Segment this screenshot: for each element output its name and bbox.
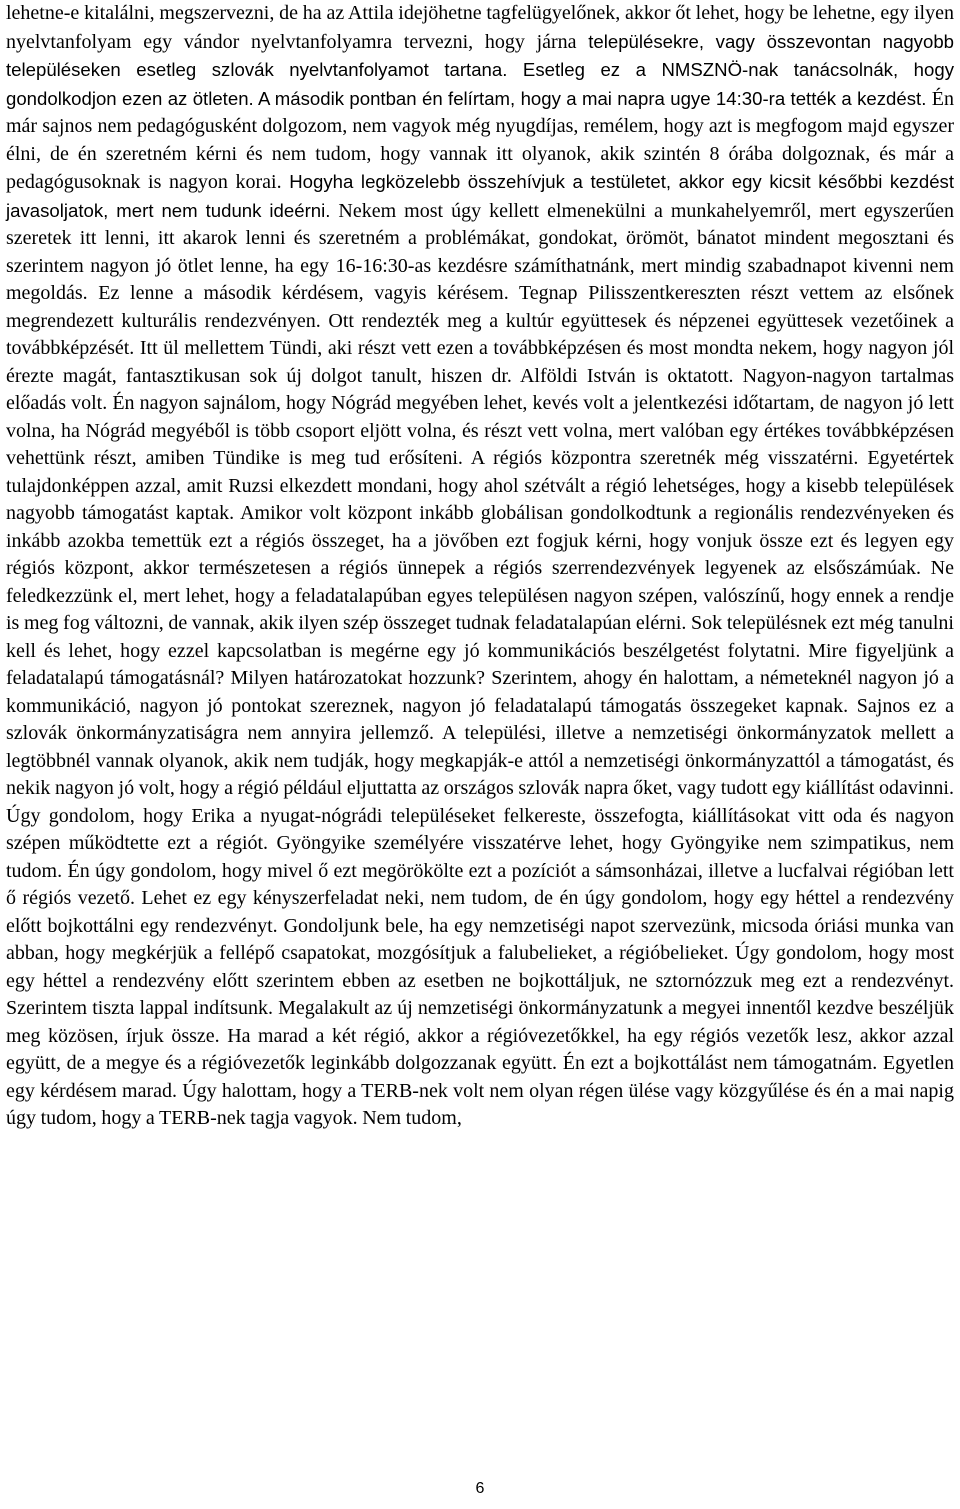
page-number: 6 [475,1480,485,1497]
text-segment: Én már sajnos nem pedagógusként dolgozom, nem vagyok még nyugdíjas, remélem, hogy azt is megfogom majd egyszer élni, de én szeretném kérni és nem tudom, hogy vannak itt olyanok, akik szintén 8 órába dolgoznak, és már a pedagógusoknak is nagyon korai. [6,87,954,193]
text-segment: településekre, vagy összevontan nagyobb településeken esetleg szlovák nyelvtanfolyamot tartana. Esetleg ez a NMSZNÖ-nak tanácsolnák, hogy gondolkodjon ezen az ötleten. A második pontban én felírtam, hogy a mai napra ugye 14:30-ra tették a kezdést. [6,30,955,109]
body-paragraph [6,0,954,1133]
text-segment: lehetne-e kitalálni, megszervezni, de ha az Attila idejöhetne tagfelügyelőnek, akkor őt lehet, hogy be lehetne, egy ilyen nyelvtanfolyam egy vándor nyelvtanfolyamra tervezni, hogy járna [6,2,954,53]
text-segment: Nekem most úgy kellett elmenekülni a munkahelyemről, mert egyszerűen szeretek itt lenni, itt akarok lenni és szeretném a problémákat, gondokat, örömöt, bánatot mindent megosztani és szerintem nagyon jó ötlet lenne, ha egy 16-16:30-as kezdésre számíthatnánk, mert mindig szabadnapot kivenni nem megoldás. Ez lenne a második kérdésem, vagyis kérésem. Tegnap Pilisszentkereszten részt vettem az elsőnek megrendezett kulturális rendezvényen. Ott rendezték meg a kultúr együttesek és népzenei együttesek vezetőinek a továbbképzését. Itt ül mellettem Tündi, aki részt vett ezen a továbbképzésen és most mondta nekem, hogy nagyon jól érezte magát, fantasztikusan sok új dolgot tanult, hiszen dr. Alföldi István is oktatott. Nagyon-nagyon tartalmas előadás volt. Én nagyon sajnálom, hogy Nógrád megyében lehet, kevés volt a jelentkezési időtartam, de nagyon jó lett volna, ha Nógrád megyéből is több csoport eljött volna, és részt vett volna, mert valóban egy értékes továbbképzésen vehettünk részt, amiben Tündike is meg tud erősíteni. A régiós központra szeretnék még visszatérni. Egyetértek tulajdonképpen azzal, amit Ruzsi elkezdett mondani, hogy ahol szétvált a régió lehetséges, hogy a kisebb települések nagyobb támogatást kaptak. Amikor volt központ inkább globálisan gondolkodtunk a regionális rendezvényeken és inkább azokba temettük ezt a régiós összeget, ha a jövőben ezt fogjuk kérni, hogy vonjuk össze ezt és legyen egy régiós központ, akkor természetesen a régiós ünnepek a régiós szerrendezvények legyenek az elsőszámúak. Ne feledkezzünk el, mert lehet, hogy a feladatalapúban egyes településen nagyon szépen, valószínű, hogy ennek a rendje is meg fog változni, de vannak, akik ilyen szép összeget tudnak feladatalapúan elérni. Sok településnek ezt még tanulni kell és lehet, hogy ezzel kapcsolatban is megérne egy jó kommunikációs beszélgetést folytatni. Mire figyeljünk a feladatalapú támogatásnál? Milyen határozatokat hozzunk? Szerintem, ahogy én halottam, a németeknél nagyon jó a kommunikáció, nagyon jó pontokat szereznek, nagyon jó feladatalapú támogatás összegeket kapnak. Sajnos ez a szlovák önkormányzatiságra nem annyira jellemző. A települési, illetve a nemzetiségi önkormányzatok mellett a legtöbbnél vannak olyanok, akik nem tudják, hogy megkapják-e attól a nemzetiségi önkormányzattól a támogatást, és nekik nagyon jó volt, hogy a régió például eljuttatta az országos szlovák napra őket, vagy tudott egy kiállítást odavinni. Úgy gondolom, hogy Erika a nyugat-nógrádi településeket felkereste, összefogta, kiállításokat vitt oda és nagyon szépen működtette ezt a régiót. Gyöngyike személyére visszatérve lehet, hogy Gyöngyike nem szimpatikus, nem tudom. Én úgy gondolom, hogy mivel ő ezt megörökölte ezt a pozíciót a sámsonházai, illetve a lucfalvai régióban lett ő régiós vezető. Lehet ez egy kényszerfeladat neki, nem tudom, de én úgy gondolom, hogy egy héttel a rendezvény előtt bojkottálni egy rendezvényt. Gondoljunk bele, ha egy nemzetiségi napot szervezünk, micsoda óriási munka van abban, hogy megkérjük a fellépő csapatokat, mozgósítjuk a falubelieket, a régióbelieket. Úgy gondolom, hogy most egy héttel a rendezvény előtt szerintem ebben az esetben ne bojkottáljuk, ne sztornózzuk meg ezt a rendezvényt. Szerintem tiszta lappal indítsunk. Megalakult az új nemzetiségi önkormányzatunk a megyei innentől kezdve beszéljük meg közösen, írjuk össze. Ha marad a két régió, akkor a régióvezetőkkel, ha egy régiós vezetők lesz, akkor azzal együtt, de a megye és a régióvezetők leginkább dolgozzanak együtt. Én ezt a bojkottálást nem támogatnám. Egyetlen egy kérdésem marad. Úgy halottam, hogy a TERB-nek volt nem olyan régen ülése vagy közgyűlése és én a mai napig úgy tudom, hogy a TERB-nek tagja vagyok. Nem tudom, [6,199,954,1129]
text-segment: Hogyha legközelebb összehívjuk a testületet, akkor egy kicsit későbbi kezdést javasoljatok, mert nem tudunk ideérni. [6,171,954,221]
